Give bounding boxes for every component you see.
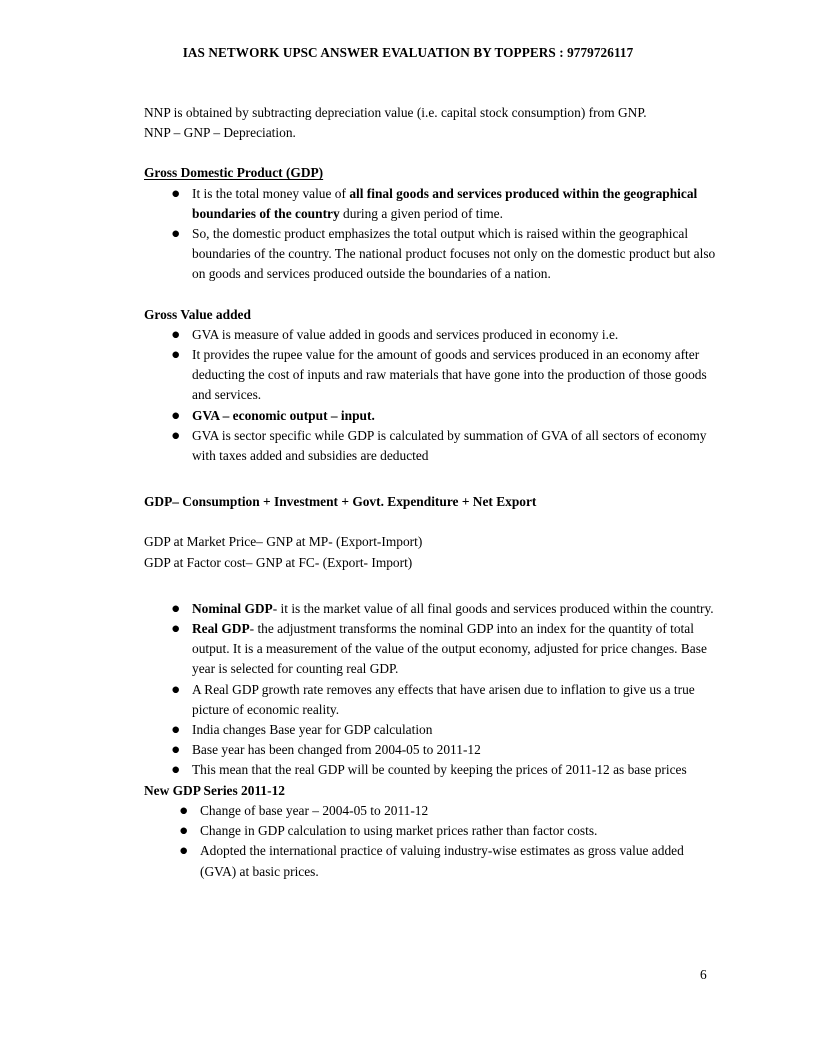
gdp-formula-main: GDP– Consumption + Investment + Govt. Expenditure + Net Export bbox=[144, 494, 537, 510]
spacer bbox=[144, 512, 722, 532]
gva-bullet-list bbox=[144, 325, 722, 466]
gva-section-heading: Gross Value added bbox=[144, 306, 251, 322]
new-series-bullet-list bbox=[144, 801, 722, 882]
list-item bbox=[144, 619, 722, 680]
spacer bbox=[144, 466, 722, 492]
gdp-market-price-line: GDP at Market Price– GNP at MP- (Export-Import) bbox=[144, 534, 423, 550]
list-item: ● Base year has been changed from 2004-05 to 2011-12 bbox=[144, 740, 722, 760]
gdp-bullet1-bold: all final goods and services produced within the geographical boundaries of the country bbox=[192, 185, 698, 221]
new-gdp-series-heading: New GDP Series 2011-12 bbox=[144, 782, 285, 798]
list-item: ● So, the domestic product emphasizes the total output which is raised within the geographical boundaries of the country. The national product focuses not only on the domestic product but also on goods and services produced outside the boundaries of a nation. bbox=[144, 224, 722, 285]
list-item: ● GVA – economic output – input. bbox=[144, 406, 722, 426]
intro-line-1: NNP is obtained by subtracting depreciation value (i.e. capital stock consumption) from GNP. bbox=[144, 105, 647, 120]
list-item: ● GVA is sector specific while GDP is calculated by summation of GVA of all sectors of economy with taxes added and subsidies are deducted bbox=[144, 426, 722, 466]
list-item: ● It provides the rupee value for the amount of goods and services produced in an economy after deducting the cost of inputs and raw materials that have gone into the production of those goods and services. bbox=[144, 345, 722, 406]
gdp-types-bullet-list bbox=[144, 599, 722, 781]
nominal-gdp-label: Nominal GDP bbox=[192, 600, 273, 616]
list-item bbox=[144, 599, 722, 619]
page-number: 6 bbox=[700, 967, 707, 982]
nominal-gdp-text: - it is the market value of all final goods and services produced within the country. bbox=[272, 600, 714, 616]
intro-line-2: NNP – GNP – Depreciation. bbox=[144, 125, 296, 141]
gdp-bullet1-part1: It is the total money value of bbox=[192, 185, 350, 201]
spacer bbox=[144, 573, 722, 599]
spacer bbox=[144, 285, 722, 305]
list-item: ● Adopted the international practice of valuing industry-wise estimates as gross value added (GVA) at basic prices. bbox=[144, 841, 722, 881]
list-item bbox=[144, 184, 722, 224]
list-item: ● Change of base year – 2004-05 to 2011-12 bbox=[144, 801, 722, 821]
gdp-factor-cost-line: GDP at Factor cost– GNP at FC- (Export- Import) bbox=[144, 554, 413, 570]
list-item: ● Change in GDP calculation to using market prices rather than factor costs. bbox=[144, 821, 722, 841]
document-header: IAS NETWORK UPSC ANSWER EVALUATION BY TOPPERS : 9779726117 bbox=[182, 45, 634, 60]
list-item: ● This mean that the real GDP will be counted by keeping the prices of 2011-12 as base prices bbox=[144, 760, 722, 780]
gdp-bullet1-part2: during a given period of time. bbox=[339, 205, 503, 221]
gdp-section-heading: Gross Domestic Product (GDP) bbox=[144, 165, 324, 181]
spacer bbox=[144, 143, 722, 163]
gdp-bullet-list bbox=[144, 184, 722, 285]
real-gdp-text: - the adjustment transforms the nominal GDP into an index for the quantity of total output. It is a measurement of the value of the output economy, adjusted for price changes. Base year is selected for counting real GDP. bbox=[192, 621, 707, 677]
list-item: ● GVA is measure of value added in goods and services produced in economy i.e. bbox=[144, 325, 722, 345]
list-item: ● India changes Base year for GDP calculation bbox=[144, 720, 722, 740]
real-gdp-label: Real GDP bbox=[192, 621, 250, 637]
list-item: ● A Real GDP growth rate removes any effects that have arisen due to inflation to give us a true picture of economic reality. bbox=[144, 680, 722, 720]
document-body bbox=[144, 103, 722, 882]
